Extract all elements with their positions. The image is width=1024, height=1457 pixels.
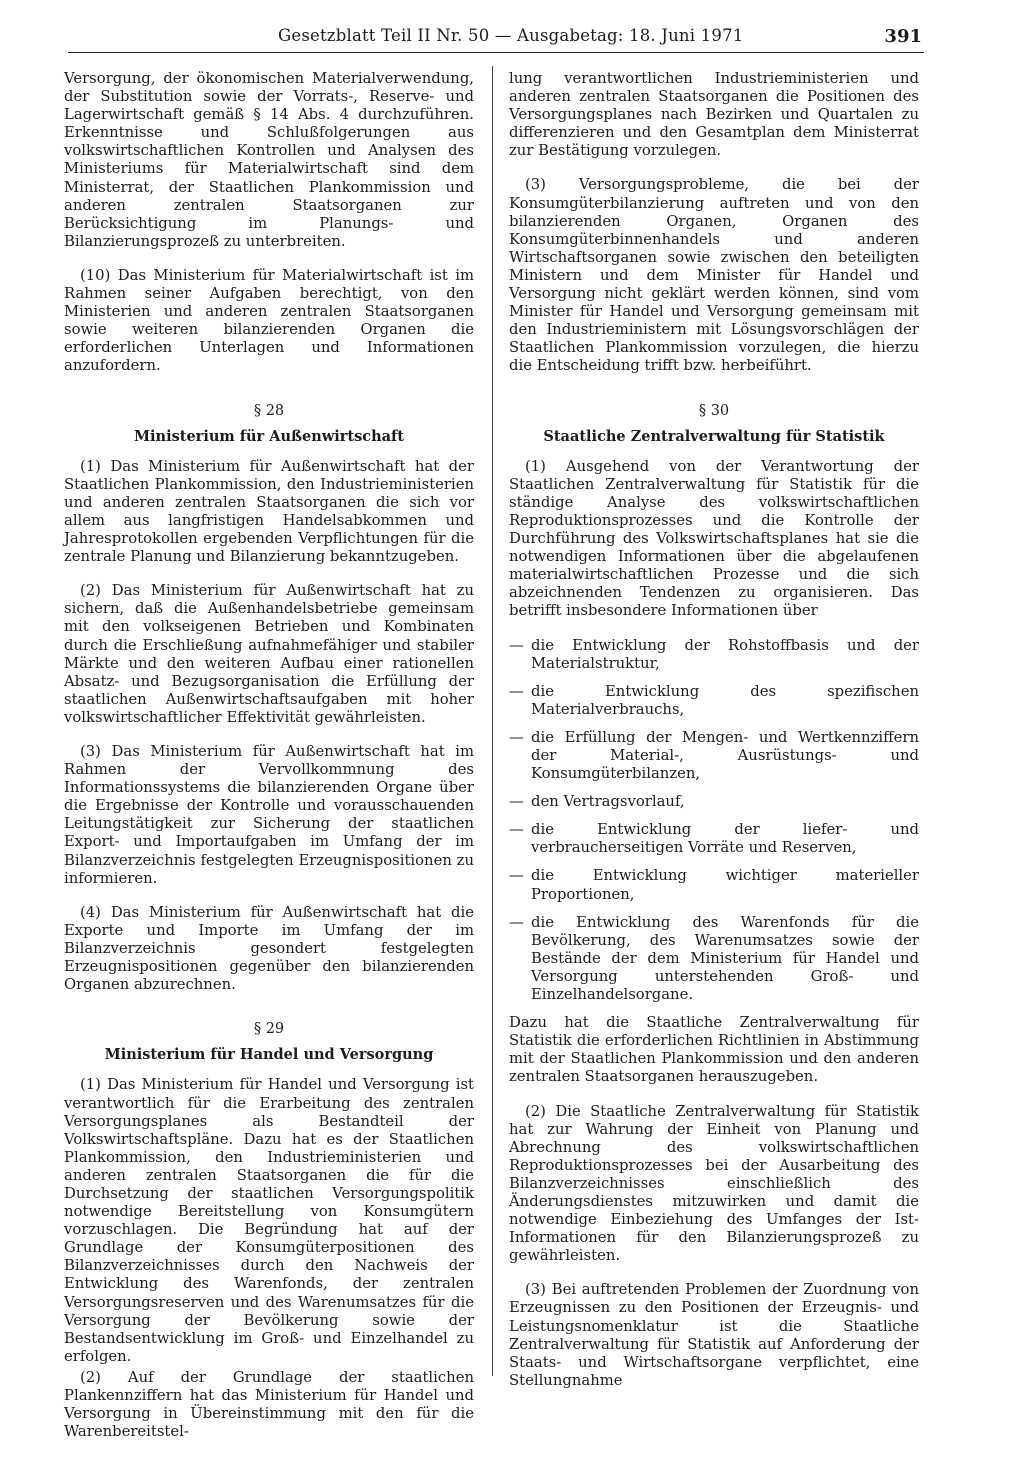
- paragraph-30-2: (2) Die Staatliche Zentralverwaltung für Statistik hat zur Wahrung der Einheit von Planung und Abrechnung des volkswirtschaftlichen Reproduktionsprozesses bei der Ausarbeitung des Bilanzverzeichnisses einschließlich des Änderungsdienstes mitzuwirken und damit die notwendige Einbeziehung des Umfanges der Ist-Informationen für den Bilanzierungsprozeß zu gewährleisten.: [509, 1102, 919, 1265]
- right-column: [509, 70, 919, 1406]
- dash-marker: —: [509, 728, 524, 746]
- header-title: Gesetzblatt Teil II Nr. 50 — Ausgabetag: 18. Juni 1971: [278, 26, 744, 45]
- paragraph-28-3: (3) Das Ministerium für Außenwirtschaft hat im Rahmen der Vervollkommnung des Informationssystems die bilanzierenden Organe über die Ergebnisse der Kontrolle und vorausschauenden Leitungstätigkeit zur Sicherung der staatlichen Export- und Importaufgaben im Umfang der im Bilanzverzeichnis festgelegten Erzeugnispositionen zu informieren.: [64, 743, 474, 887]
- section-29-number: § 29: [253, 1021, 285, 1038]
- list-item: [509, 821, 919, 857]
- paragraph-28-1: (1) Das Ministerium für Außenwirtschaft hat der Staatlichen Plankommission, den Industrieministerien und anderen zentralen Staatsorganen die sich vor allem aus langfristigen Handelsabkommen und Jahresprotokollen ergebenden Verpflichtungen für die zentrale Planung und Bilanzierung bekanntzugeben.: [64, 457, 474, 566]
- dash-marker: —: [509, 913, 524, 931]
- section-28-title: Ministerium für Außenwirtschaft: [133, 427, 404, 445]
- list-item: [509, 867, 919, 903]
- list-item-text: die Entwicklung der liefer- und verbraucherseitigen Vorräte und Reserven,: [531, 821, 919, 857]
- list-item: [509, 914, 919, 1004]
- section-28-number: § 28: [253, 402, 285, 419]
- paragraph-29-1: (1) Das Ministerium für Handel und Versorgung ist verantwortlich für die Erarbeitung des zentralen Versorgungsplanes als Bestandteil der Volkswirtschaftspläne. Dazu hat es der Staatlichen Plankommission, den Industrieministerien und anderen zentralen Staatsorganen die für die Durchsetzung der staatlichen Versorgungspolitik notwendige Bereitstellung von Konsumgütern vorzuschlagen. Die Begründung hat auf der Grundlage der Konsumgüterpositionen des Bilanzverzeichnisses durch den Nachweis der Entwicklung des Warenfonds, der zentralen Versorgungsreserven und des Warenumsatzes für die Versorgung der Bevölkerung sowie der Bestandsentwicklung im Groß- und Einzelhandel zu erfolgen.: [64, 1076, 474, 1365]
- left-column: [64, 70, 474, 1457]
- section-30-title: Staatliche Zentralverwaltung für Statistik: [543, 427, 885, 445]
- paragraph-continued: Versorgung, der ökonomischen Materialverwendung, der Substitution sowie der Vorrats-, Reserve- und Lagerwirtschaft gemäß § 14 Abs. 4 durchzuführen. Erkenntnisse und Schlußfolgerungen aus volkswirtschaftlichen Kontrollen und Analysen des Ministeriums für Materialwirtschaft sind dem Ministerrat, der Staatlichen Plankommission und anderen zentralen Staatsorganen zur Berücksichtigung im Planungs- und Bilanzierungsprozeß zu unterbreiten.: [64, 70, 474, 250]
- paragraph-29-2: (2) Auf der Grundlage der staatlichen Plankennziffern hat das Ministerium für Handel und Versorgung in Übereinstimmung mit den für die Warenbereitstel-: [64, 1368, 474, 1441]
- list-item-text: die Entwicklung des spezifischen Materialverbrauchs,: [531, 682, 919, 718]
- dash-marker: —: [509, 821, 524, 839]
- list-item-text: die Entwicklung des Warenfonds für die Bevölkerung, des Warenumsatzes sowie der Bestände der dem Ministerium für Handel und Versorgung unterstehenden Groß- und Einzelhandelsorgane.: [531, 913, 919, 1004]
- list-item: [509, 683, 919, 719]
- column-divider: [492, 66, 493, 1376]
- information-list: [509, 637, 919, 1005]
- paragraph-30-1-closing: Dazu hat die Staatliche Zentralverwaltung für Statistik die erforderlichen Richtlinien in Abstimmung mit der Staatlichen Plankommission und den anderen zentralen Staatsorganen herauszugeben.: [509, 1014, 919, 1086]
- paragraph-27-10: (10) Das Ministerium für Materialwirtschaft ist im Rahmen seiner Aufgaben berechtigt, von den Ministerien und anderen zentralen Staatsorganen sowie weiteren bilanzierenden Organen die erforderlichen Unterlagen und Informationen anzufordern.: [64, 266, 474, 375]
- section-29-title: Ministerium für Handel und Versorgung: [104, 1046, 434, 1064]
- list-item-text: den Vertragsvorlauf,: [531, 793, 685, 811]
- page-header: [68, 24, 924, 53]
- dash-marker: —: [509, 636, 524, 654]
- list-item: [509, 729, 919, 783]
- paragraph-30-1: (1) Ausgehend von der Verantwortung der Staatlichen Zentralverwaltung für Statistik für die ständige Analyse des volkswirtschaftlichen Reproduktionsprozesses und die Kontrolle der Durchführung des Volkswirtschaftsplanes hat sie die notwendigen Informationen über die abgelaufenen materialwirtschaftlichen Prozesse und die sich abzeichnenden Tendenzen zu organisieren. Das betrifft insbesondere Informationen über: [509, 457, 919, 620]
- dash-marker: —: [509, 867, 524, 885]
- list-item: [509, 637, 919, 673]
- list-item-text: die Entwicklung der Rohstoffbasis und der Materialstruktur,: [531, 636, 919, 672]
- paragraph-28-2: (2) Das Ministerium für Außenwirtschaft hat zu sichern, daß die Außenhandelsbetriebe gemeinsam mit den volkseigenen Betrieben und Kombinaten durch die Erschließung aufnahmefähiger und stabiler Märkte und den weiteren Aufbau einer rationellen Absatz- und Bezugsorganisation die Erfüllung der staatlichen Außenwirtschaftsaufgaben mit hoher volkswirtschaftlicher Effektivität gewährleisten.: [64, 582, 474, 726]
- section-30-number: § 30: [698, 402, 730, 419]
- paragraph-30-3: (3) Bei auftretenden Problemen der Zuordnung von Erzeugnissen zu den Positionen der Erzeugnis- und Leistungsnomenklatur ist die Staatliche Zentralverwaltung für Statistik auf Anforderung der Staats- und Wirtschaftsorgane verpflichtet, eine Stellungnahme: [509, 1281, 919, 1389]
- list-item: [509, 793, 919, 811]
- list-item-text: die Erfüllung der Mengen- und Wertkennziffern der Material-, Ausrüstungs- und Konsumgüterbilanzen,: [531, 728, 919, 783]
- list-item-text: die Entwicklung wichtiger materieller Proportionen,: [531, 867, 919, 903]
- page-number: 391: [884, 26, 922, 47]
- paragraph-29-3: (3) Versorgungsprobleme, die bei der Konsumgüterbilanzierung auftreten und von den bilanzierenden Organen, Organen des Konsumgüterbinnenhandels und anderen Wirtschaftsorganen sowie zwischen den beteiligten Ministern und dem Minister für Handel und Versorgung nicht geklärt werden können, sind vom Minister für Handel und Versorgung gemeinsam mit den Industrieministern mit Lösungsvorschlägen der Staatlichen Plankommission vorzulegen, die hierzu die Entscheidung trifft bzw. herbeiführt.: [509, 176, 919, 375]
- paragraph-29-2-continued: lung verantwortlichen Industrieministerien und anderen zentralen Staatsorganen die Positionen des Versorgungsplanes nach Bezirken und Quartalen zu differenzieren und den Gesamtplan dem Ministerrat zur Bestätigung vorzulegen.: [509, 70, 919, 160]
- paragraph-28-4: (4) Das Ministerium für Außenwirtschaft hat die Exporte und Importe im Umfang der im Bilanzverzeichnis gesondert festgelegten Erzeugnispositionen gegenüber den bilanzierenden Organen abzurechnen.: [64, 903, 474, 994]
- dash-marker: —: [509, 793, 524, 811]
- dash-marker: —: [509, 682, 524, 700]
